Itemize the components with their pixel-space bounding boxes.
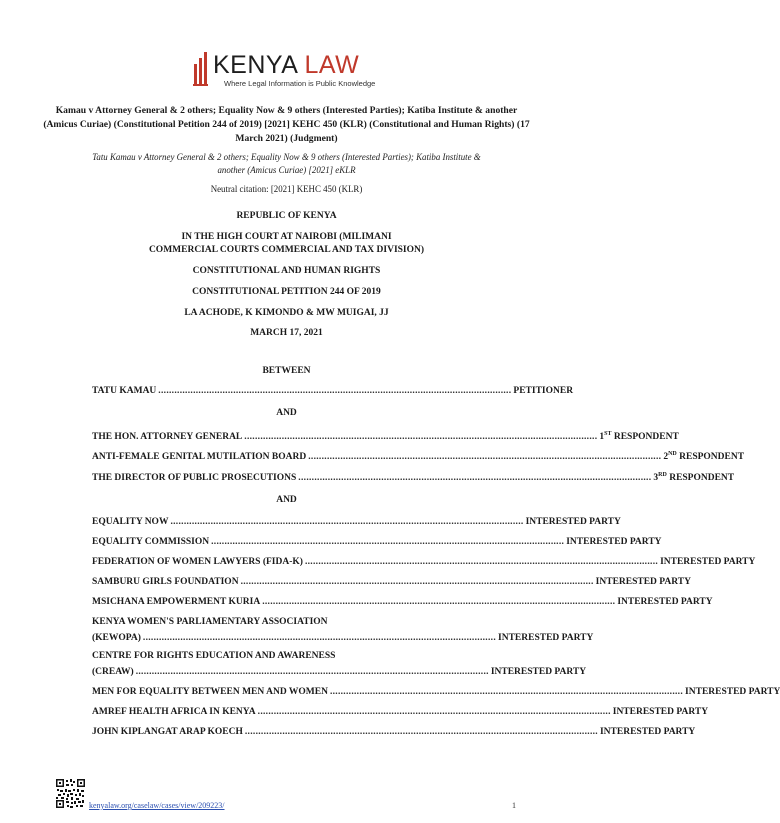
party-role: INTERESTED PARTY (498, 633, 594, 643)
party-name: EQUALITY COMMISSION (92, 537, 210, 547)
interested-party-row (92, 707, 709, 717)
petitioner-row (92, 386, 574, 396)
interested-party-row (92, 651, 587, 677)
logo-wordmark (213, 51, 359, 80)
leader-dots: .................................................................................................................................... (304, 557, 659, 567)
party-name-line2: (KEWOPA) (92, 633, 141, 643)
judges-heading: LA ACHODE, K KIMONDO & MW MUIGAI, JJ (184, 308, 389, 318)
party-role: INTERESTED PARTY (660, 557, 756, 567)
party-name: ANTI-FEMALE GENITAL MUTILATION BOARD (92, 452, 307, 462)
logo-brand-first: KENYA (213, 51, 298, 79)
leader-dots: .................................................................................................................................... (158, 386, 512, 396)
party-name: AMREF HEALTH AFRICA IN KENYA (92, 707, 256, 717)
interested-party-row (92, 517, 621, 527)
party-role: INTERESTED PARTY (612, 707, 709, 717)
party-name: THE HON. ATTORNEY GENERAL (92, 432, 243, 442)
interested-party-row (92, 617, 594, 643)
logo-brand-second: LAW (304, 51, 360, 79)
party-name-line1: KENYA WOMEN'S PARLIAMENTARY ASSOCIATION (92, 617, 328, 627)
party-role: INTERESTED PARTY (490, 667, 587, 677)
party-name: MSICHANA EMPOWERMENT KURIA (92, 597, 261, 607)
leader-dots: .................................................................................................................................... (142, 633, 497, 643)
party-name: FEDERATION OF WOMEN LAWYERS (FIDA-K) (92, 557, 303, 567)
party-role: INTERESTED PARTY (599, 727, 696, 737)
party-role: INTERESTED PARTY (595, 577, 691, 587)
party-role: INTERESTED PARTY (617, 597, 713, 607)
respondent-row (92, 472, 735, 483)
interested-party-row (92, 577, 691, 587)
interested-party-row (92, 687, 780, 697)
party-role: INTERESTED PARTY (685, 687, 780, 697)
division-heading: CONSTITUTIONAL AND HUMAN RIGHTS (192, 266, 381, 276)
date-heading: MARCH 17, 2021 (250, 328, 323, 338)
leader-dots: .................................................................................................................................... (135, 667, 489, 677)
page-number: 1 (512, 801, 516, 810)
interested-party-row (92, 557, 756, 567)
case-link[interactable]: kenyalaw.org/caselaw/cases/view/209223/ (89, 801, 225, 810)
qr-code-icon (56, 779, 85, 808)
party-role: 1ST RESPONDENT (599, 431, 679, 442)
party-name: JOHN KIPLANGAT ARAP KOECH (92, 727, 243, 737)
court-heading-line2: COMMERCIAL COURTS COMMERCIAL AND TAX DIVISION) (148, 245, 425, 255)
logo-pillars-icon (193, 52, 209, 88)
party-name-line2: (CREAW) (92, 667, 134, 677)
case-subtitle: Tatu Kamau v Attorney General & 2 others; Equality Now & 9 others (Interested Parties); Katiba Institute & another (Amicus Curiae) [2021] eKLR (92, 152, 481, 175)
party-name: MEN FOR EQUALITY BETWEEN MEN AND WOMEN (92, 687, 328, 697)
court-heading-line1: IN THE HIGH COURT AT NAIROBI (MILIMANI (181, 232, 392, 242)
party-name: SAMBURU GIRLS FOUNDATION (92, 577, 239, 587)
page-footer (56, 779, 516, 809)
logo-tagline: Where Legal Information is Public Knowledge (224, 79, 376, 88)
case-title: Kamau v Attorney General & 2 others; Equality Now & 9 others (Interested Parties); Katiba Institute & another (Amicus Curiae) (Constitutional Petition 244 of 2019) [2021] KEHC 450 (KLR) (Constitutional and Human Rights) (17 March 2021) (Judgment) (43, 105, 530, 144)
party-role: 2ND RESPONDENT (663, 451, 745, 462)
leader-dots: .................................................................................................................................... (244, 432, 598, 442)
party-name: TATU KAMAU (92, 386, 157, 396)
party-name-line1: CENTRE FOR RIGHTS EDUCATION AND AWARENESS (92, 651, 336, 661)
petition-heading: CONSTITUTIONAL PETITION 244 OF 2019 (192, 287, 381, 297)
party-role: INTERESTED PARTY (525, 517, 621, 527)
leader-dots: .................................................................................................................................... (240, 577, 594, 587)
leader-dots: .................................................................................................................................... (244, 727, 598, 737)
leader-dots: .................................................................................................................................... (262, 597, 616, 607)
republic-heading: REPUBLIC OF KENYA (236, 211, 337, 221)
party-name: EQUALITY NOW (92, 517, 169, 527)
neutral-citation: Neutral citation: [2021] KEHC 450 (KLR) (210, 184, 363, 194)
leader-dots: .................................................................................................................................... (308, 452, 662, 462)
party-name: THE DIRECTOR OF PUBLIC PROSECUTIONS (92, 473, 297, 483)
respondent-row (92, 451, 745, 462)
party-role: PETITIONER (513, 386, 574, 396)
leader-dots: .................................................................................................................................... (257, 707, 611, 717)
and-heading-1: AND (276, 408, 297, 418)
leader-dots: .................................................................................................................................... (170, 517, 524, 527)
leader-dots: .................................................................................................................................... (329, 687, 684, 697)
leader-dots: .................................................................................................................................... (211, 537, 565, 547)
respondent-row (92, 431, 679, 442)
party-role: INTERESTED PARTY (566, 537, 662, 547)
interested-party-row (92, 597, 713, 607)
between-heading: BETWEEN (262, 366, 311, 376)
party-role: 3RD RESPONDENT (653, 472, 735, 483)
interested-party-row (92, 537, 662, 547)
leader-dots: .................................................................................................................................... (298, 473, 652, 483)
kenya-law-logo (0, 52, 573, 92)
and-heading-2: AND (276, 495, 297, 505)
interested-party-row (92, 727, 696, 737)
